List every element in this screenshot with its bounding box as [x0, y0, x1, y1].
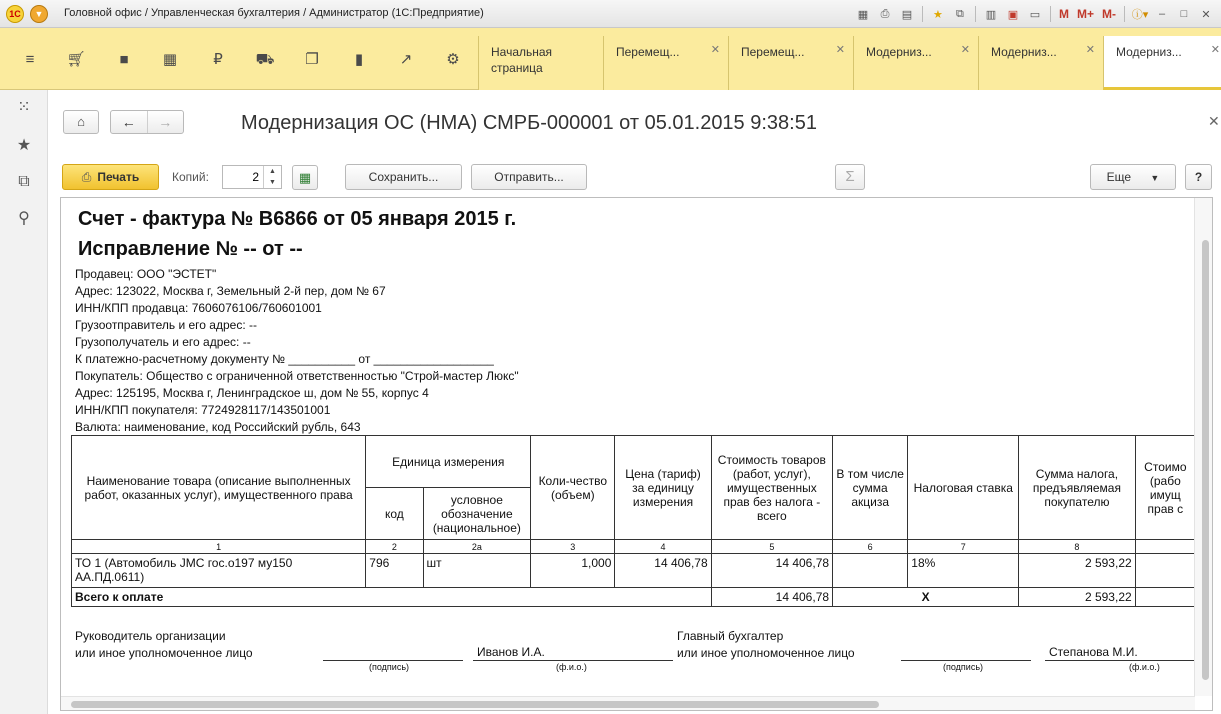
tab-label: Модерниз...	[866, 45, 932, 59]
column-numbers-row	[72, 540, 1196, 554]
row-cost-with-tax	[1135, 554, 1195, 588]
printer-icon: ⎙	[81, 170, 92, 184]
accountant-name-line	[1045, 660, 1195, 661]
header-unit: Единица измерения	[366, 436, 531, 488]
header-price: Цена (тариф) за единицу измерения	[615, 436, 711, 540]
tab-label: Модерниз...	[991, 45, 1057, 59]
buyer-inn-line: ИНН/КПП покупателя: 7724928117/143501001	[75, 403, 331, 417]
tab-transfer-2[interactable]	[728, 36, 853, 90]
favorites-star-icon[interactable]: ★	[16, 137, 32, 154]
row-name: ТО 1 (Автомобиль JMC гос.о197 му150 АА.ПД.0611)	[72, 554, 366, 588]
header-qty: Коли-чество (объем)	[531, 436, 615, 540]
chevron-down-icon: ▼	[1150, 173, 1160, 183]
col-number: 8	[1019, 540, 1135, 554]
finance-ruble-icon[interactable]: ₽	[213, 51, 223, 68]
col-number: 2	[366, 540, 423, 554]
document-content	[61, 198, 1195, 696]
buyer-line: Покупатель: Общество с ограниченной ответственностью "Строй-мастер Люкс"	[75, 369, 519, 383]
header-rate: Налоговая ставка	[908, 436, 1019, 540]
window-title: Головной офис / Управленческая бухгалтерия / Администратор (1С:Предприятие)	[64, 7, 484, 19]
sections-panel	[0, 28, 1221, 90]
save-icon[interactable]: ▦	[857, 8, 869, 21]
memory-plus-icon[interactable]: M+	[1076, 7, 1094, 21]
spin-up-icon[interactable]: ▲	[269, 168, 276, 175]
accountant-name: Степанова М.И.	[1049, 645, 1138, 659]
horizontal-scrollbar[interactable]	[61, 696, 1195, 710]
copies-spinner[interactable]	[263, 166, 281, 188]
fio-note: (ф.и.о.)	[556, 662, 587, 672]
header-cost: Стоимость товаров (работ, услуг), имущественных прав без налога - всего	[711, 436, 832, 540]
scroll-thumb[interactable]	[1202, 240, 1209, 680]
home-icon: ⌂	[77, 114, 85, 129]
purchases-bag-icon[interactable]: ■	[119, 51, 129, 68]
total-rate: X	[833, 588, 1019, 607]
close-tab-icon[interactable]: ✕	[1085, 44, 1095, 56]
director-name-line	[473, 660, 673, 661]
forward-arrow-icon[interactable]: →	[147, 111, 184, 133]
row-cost: 14 406,78	[711, 554, 832, 588]
copies-stepper[interactable]	[222, 165, 282, 189]
more-button[interactable]	[1090, 164, 1176, 190]
seller-address-line: Адрес: 123022, Москва г, Земельный 2-й пер, дом № 67	[75, 284, 386, 298]
header-cost-with-tax: Стоимо (рабо имущ прав с	[1135, 436, 1195, 540]
print-button[interactable]	[62, 164, 159, 190]
tab-label: Перемещ...	[741, 45, 805, 59]
apps-grid-icon[interactable]: ⁙	[17, 99, 31, 116]
col-number: 6	[833, 540, 908, 554]
row-rate: 18%	[908, 554, 1019, 588]
row-excise	[833, 554, 908, 588]
row-price: 14 406,78	[615, 554, 711, 588]
close-tab-icon[interactable]: ✕	[1210, 44, 1220, 56]
tab-label: Начальная страница	[491, 45, 553, 75]
table-edit-icon: ▦	[298, 170, 312, 185]
reports-bar-chart-icon[interactable]: ▮	[354, 51, 364, 68]
tab-modernization-1[interactable]	[853, 36, 978, 90]
accountant-role-label-2: или иное уполномоченное лицо	[677, 646, 855, 660]
vertical-scrollbar[interactable]	[1194, 198, 1212, 696]
shipper-line: Грузоотправитель и его адрес: --	[75, 318, 257, 332]
spreadsheet-document[interactable]	[60, 197, 1213, 711]
back-arrow-icon[interactable]: ←	[121, 114, 136, 130]
payment-doc-line: К платежно-расчетному документу № __________ от __________________	[75, 352, 494, 366]
total-label: Всего к оплате	[72, 588, 712, 607]
tab-label: Перемещ...	[616, 45, 680, 59]
preview-icon[interactable]: ▤	[901, 8, 913, 21]
more-label: Еще	[1106, 170, 1132, 184]
copies-input[interactable]	[223, 166, 263, 188]
close-tab-icon[interactable]: ✕	[835, 44, 845, 56]
send-button[interactable]: Отправить...	[471, 164, 587, 190]
scroll-thumb[interactable]	[71, 701, 879, 708]
page-title: Модернизация ОС (НМА) СМРБ-000001 от 05.01.2015 9:38:51	[241, 112, 817, 134]
director-role-label: Руководитель организации	[75, 629, 226, 643]
info-icon[interactable]: ⓘ▾	[1131, 9, 1149, 21]
close-window-icon[interactable]: ✕	[1201, 8, 1211, 21]
signature-note: (подпись)	[943, 662, 984, 672]
home-button[interactable]	[63, 110, 99, 134]
open-windows-tabs	[478, 36, 1221, 90]
favorite-icon[interactable]: ★	[933, 8, 943, 21]
director-role-label-2: или иное уполномоченное лицо	[75, 646, 253, 660]
header-name: Наименование товара (описание выполненных работ, оказанных услуг), имущественного права	[72, 436, 366, 540]
sum-button[interactable]: Σ	[835, 164, 865, 190]
calendar-icon[interactable]: ▣	[1007, 8, 1019, 21]
header-excise: В том числе сумма акциза	[833, 436, 908, 540]
total-tax: 2 593,22	[1019, 588, 1135, 607]
history-icon[interactable]: ⧉	[18, 173, 30, 190]
help-button[interactable]: ?	[1185, 164, 1212, 190]
maximize-icon[interactable]: □	[1180, 8, 1188, 20]
notes-icon[interactable]: ▭	[1029, 8, 1041, 21]
print-icon[interactable]: ⎙	[880, 7, 890, 20]
row-tax: 2 593,22	[1019, 554, 1135, 588]
row-qty: 1,000	[531, 554, 615, 588]
col-number: 2а	[423, 540, 531, 554]
tab-transfer-1[interactable]	[603, 36, 728, 90]
app-logo-icon: 1С	[6, 5, 24, 23]
row-unit-name: шт	[423, 554, 531, 588]
history-nav	[110, 110, 184, 134]
link-icon[interactable]: ⧉	[956, 7, 964, 20]
fio-note: (ф.и.о.)	[1129, 662, 1160, 672]
minimize-icon[interactable]: –	[1158, 8, 1166, 20]
col-number: 3	[531, 540, 615, 554]
col-number: 1	[72, 540, 366, 554]
memory-icon[interactable]: M	[1058, 7, 1069, 21]
accountant-role-label: Главный бухгалтер	[677, 629, 784, 643]
header-tax: Сумма налога, предъявляемая покупателю	[1019, 436, 1135, 540]
total-row	[72, 588, 1196, 607]
total-cost-with-tax	[1135, 588, 1195, 607]
window-titlebar	[0, 0, 1221, 28]
header-unit-code: код	[366, 488, 423, 540]
col-number	[1135, 540, 1195, 554]
close-icon[interactable]: ✕	[1208, 113, 1220, 129]
memory-minus-icon[interactable]: M-	[1102, 7, 1116, 21]
seller-inn-line: ИНН/КПП продавца: 7606076106/760601001	[75, 301, 322, 315]
warehouse-grid-icon[interactable]: ▦	[162, 51, 178, 68]
documents-icon[interactable]: ❐	[305, 51, 319, 68]
main-menu-icon[interactable]: ▼	[30, 5, 48, 23]
window-toolbar	[854, 4, 1215, 24]
left-sidebar	[0, 90, 48, 714]
delivery-truck-icon[interactable]: ⛟	[255, 51, 275, 68]
row-unit-code: 796	[366, 554, 423, 588]
signature-note: (подпись)	[369, 662, 410, 672]
accountant-signature-line	[901, 660, 1031, 661]
invoice-title: Счет - фактура № В6866 от 05 января 2015 г.	[78, 208, 517, 230]
currency-line: Валюта: наименование, код Российский рубль, 643	[75, 420, 361, 434]
tab-modernization-3[interactable]	[1103, 36, 1221, 90]
seller-line: Продавец: ООО "ЭСТЕТ"	[75, 267, 217, 281]
close-tab-icon[interactable]: ✕	[960, 44, 970, 56]
table-row	[72, 554, 1196, 588]
settings-gear-icon[interactable]: ⚙	[446, 51, 460, 68]
director-name: Иванов И.А.	[477, 645, 545, 659]
tab-modernization-2[interactable]	[978, 36, 1103, 90]
print-label: Печать	[97, 170, 140, 184]
tab-label: Модерниз...	[1116, 45, 1182, 59]
edit-table-button[interactable]	[292, 165, 318, 190]
consignee-line: Грузополучатель и его адрес: --	[75, 335, 251, 349]
search-icon[interactable]: ⚲	[18, 210, 30, 227]
analytics-trend-icon[interactable]: ↗	[399, 51, 413, 68]
menu-icon[interactable]: ≡	[25, 51, 35, 68]
spin-down-icon[interactable]: ▼	[269, 179, 276, 186]
col-number: 5	[711, 540, 832, 554]
invoice-table	[71, 435, 1195, 607]
header-unit-name: условное обозначение (национальное)	[423, 488, 531, 540]
calculator-icon[interactable]: ▥	[985, 8, 997, 21]
invoice-correction: Исправление № -- от --	[78, 238, 303, 260]
copies-label: Копий:	[172, 170, 209, 184]
save-button[interactable]: Сохранить...	[345, 164, 462, 190]
director-signature-line	[323, 660, 463, 661]
col-number: 7	[908, 540, 1019, 554]
buyer-address-line: Адрес: 125195, Москва г, Ленинградское ш, дом № 55, корпус 4	[75, 386, 429, 400]
col-number: 4	[615, 540, 711, 554]
tab-home[interactable]	[478, 36, 603, 90]
total-cost: 14 406,78	[711, 588, 832, 607]
sales-cart-icon[interactable]: 🛒︎	[66, 51, 86, 68]
close-tab-icon[interactable]: ✕	[710, 44, 720, 56]
